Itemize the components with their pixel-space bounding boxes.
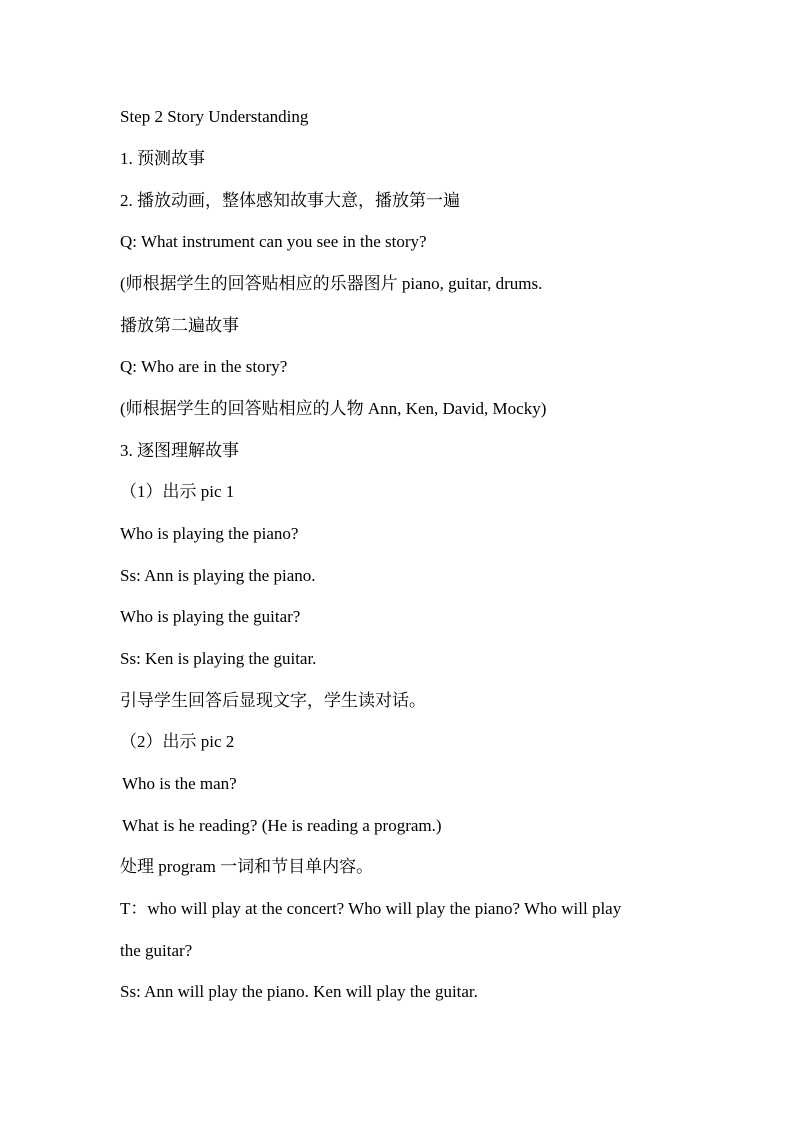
question-piano: Who is playing the piano?: [120, 524, 299, 543]
show-pic-2: （2）出示 pic 2: [120, 732, 235, 751]
question-guitar: Who is playing the guitar?: [120, 607, 301, 626]
step-2-play-animation: 2. 播放动画，整体感知故事大意，播放第一遍: [120, 191, 460, 210]
note-program: 处理 program 一词和节目单内容。: [120, 857, 374, 876]
step-3-understand: 3. 逐图理解故事: [120, 441, 239, 460]
answer-piano: Ss: Ann is playing the piano.: [120, 566, 316, 585]
answer-guitar: Ss: Ken is playing the guitar.: [120, 649, 317, 668]
heading-step2: Step 2 Story Understanding: [120, 107, 309, 126]
step-1-predict: 1. 预测故事: [120, 149, 205, 168]
question-who: Q: Who are in the story?: [120, 357, 288, 376]
show-pic-1: （1）出示 pic 1: [120, 482, 235, 501]
play-second-time: 播放第二遍故事: [120, 316, 239, 335]
note-characters: (师根据学生的回答贴相应的人物 Ann, Ken, David, Mocky): [120, 399, 547, 418]
answer-concert: Ss: Ann will play the piano. Ken will play the guitar.: [120, 982, 478, 1001]
note-show-text: 引导学生回答后显现文字，学生读对话。: [120, 691, 426, 710]
question-instrument: Q: What instrument can you see in the story?: [120, 232, 427, 251]
question-reading: What is he reading? (He is reading a program.): [122, 816, 442, 835]
teacher-question-concert: T：who will play at the concert? Who will play the piano? Who will play: [120, 899, 622, 918]
note-instruments: (师根据学生的回答贴相应的乐器图片 piano, guitar, drums.: [120, 274, 543, 293]
question-man: Who is the man?: [122, 774, 237, 793]
teacher-question-concert-cont: the guitar?: [120, 941, 193, 960]
